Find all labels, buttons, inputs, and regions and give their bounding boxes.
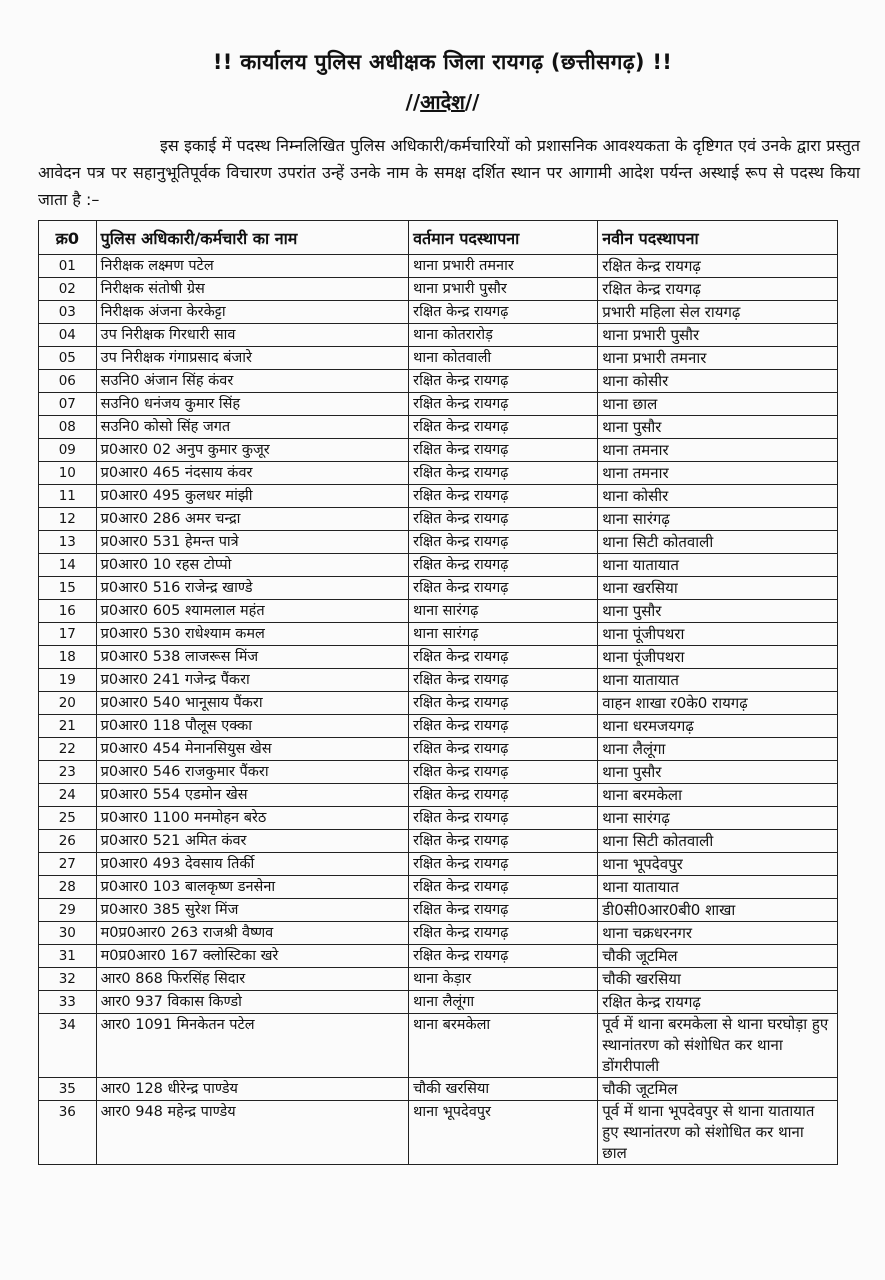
current-posting-cell: रक्षित केन्द्र रायगढ़	[409, 531, 598, 554]
table-row	[39, 922, 838, 945]
table-row	[39, 462, 838, 485]
table-row	[39, 784, 838, 807]
current-posting-cell: रक्षित केन्द्र रायगढ़	[409, 761, 598, 784]
current-posting-cell: थाना प्रभारी पुसौर	[409, 278, 598, 301]
new-posting-cell: थाना पुसौर	[598, 761, 838, 784]
table-row	[39, 876, 838, 899]
col-header-name: पुलिस अधिकारी/कर्मचारी का नाम	[96, 221, 409, 255]
new-posting-cell: थाना पुसौर	[598, 416, 838, 439]
table-header-row	[39, 221, 838, 255]
serial-cell: 11	[39, 485, 97, 508]
current-posting-cell: रक्षित केन्द्र रायगढ़	[409, 646, 598, 669]
order-heading	[0, 88, 885, 115]
new-posting-cell: थाना कोसीर	[598, 370, 838, 393]
order-paragraph	[38, 132, 860, 213]
transfer-table	[38, 220, 838, 1165]
name-cell: आर0 868 फिरसिंह सिदार	[96, 968, 409, 991]
table-row	[39, 416, 838, 439]
current-posting-cell: रक्षित केन्द्र रायगढ़	[409, 508, 598, 531]
table-row	[39, 531, 838, 554]
current-posting-cell: रक्षित केन्द्र रायगढ़	[409, 439, 598, 462]
table-row	[39, 991, 838, 1014]
current-posting-cell: थाना कोतवाली	[409, 347, 598, 370]
current-posting-cell: रक्षित केन्द्र रायगढ़	[409, 738, 598, 761]
new-posting-cell: वाहन शाखा र0के0 रायगढ़	[598, 692, 838, 715]
table-row	[39, 1101, 838, 1165]
serial-cell: 27	[39, 853, 97, 876]
new-posting-cell: चौकी जूटमिल	[598, 1078, 838, 1101]
serial-cell: 02	[39, 278, 97, 301]
current-posting-cell: रक्षित केन्द्र रायगढ़	[409, 554, 598, 577]
name-cell: प्र0आर0 454 मेनानसियुस खेस	[96, 738, 409, 761]
serial-cell: 12	[39, 508, 97, 531]
name-cell: आर0 128 धीरेन्द्र पाण्डेय	[96, 1078, 409, 1101]
serial-cell: 05	[39, 347, 97, 370]
current-posting-cell: रक्षित केन्द्र रायगढ़	[409, 715, 598, 738]
current-posting-cell: रक्षित केन्द्र रायगढ़	[409, 301, 598, 324]
office-title: !! कार्यालय पुलिस अधीक्षक जिला रायगढ़ (छत्तीसगढ़) !!	[212, 50, 673, 74]
current-posting-cell: रक्षित केन्द्र रायगढ़	[409, 370, 598, 393]
table-row	[39, 945, 838, 968]
current-posting-cell: रक्षित केन्द्र रायगढ़	[409, 922, 598, 945]
name-cell: प्र0आर0 493 देवसाय तिर्की	[96, 853, 409, 876]
serial-cell: 24	[39, 784, 97, 807]
new-posting-cell: थाना प्रभारी तमनार	[598, 347, 838, 370]
serial-cell: 20	[39, 692, 97, 715]
new-posting-cell: रक्षित केन्द्र रायगढ़	[598, 991, 838, 1014]
name-cell: प्र0आर0 530 राधेश्याम कमल	[96, 623, 409, 646]
table-row	[39, 485, 838, 508]
name-cell: सउनि0 धनंजय कुमार सिंह	[96, 393, 409, 416]
name-cell: निरीक्षक अंजना केरकेट्टा	[96, 301, 409, 324]
name-cell: प्र0आर0 103 बालकृष्ण डनसेना	[96, 876, 409, 899]
new-posting-cell: थाना सारंगढ़	[598, 807, 838, 830]
name-cell: प्र0आर0 516 राजेन्द्र खाण्डे	[96, 577, 409, 600]
current-posting-cell: थाना कोतरारोड़	[409, 324, 598, 347]
current-posting-cell: रक्षित केन्द्र रायगढ़	[409, 945, 598, 968]
current-posting-cell: रक्षित केन्द्र रायगढ़	[409, 577, 598, 600]
serial-cell: 28	[39, 876, 97, 899]
col-header-current-posting: वर्तमान पदस्थापना	[409, 221, 598, 255]
name-cell: आर0 937 विकास किण्डो	[96, 991, 409, 1014]
current-posting-cell: थाना भूपदेवपुर	[409, 1101, 598, 1165]
name-cell: प्र0आर0 10 रहस टोप्पो	[96, 554, 409, 577]
serial-cell: 06	[39, 370, 97, 393]
new-posting-cell: थाना धरमजयगढ़	[598, 715, 838, 738]
name-cell: प्र0आर0 538 लाजरूस मिंज	[96, 646, 409, 669]
new-posting-cell: रक्षित केन्द्र रायगढ़	[598, 278, 838, 301]
table-row	[39, 715, 838, 738]
serial-cell: 21	[39, 715, 97, 738]
current-posting-cell: रक्षित केन्द्र रायगढ़	[409, 830, 598, 853]
name-cell: उप निरीक्षक गंगाप्रसाद बंजारे	[96, 347, 409, 370]
current-posting-cell: रक्षित केन्द्र रायगढ़	[409, 462, 598, 485]
table-row	[39, 899, 838, 922]
new-posting-cell: रक्षित केन्द्र रायगढ़	[598, 255, 838, 278]
serial-cell: 08	[39, 416, 97, 439]
serial-cell: 30	[39, 922, 97, 945]
name-cell: प्र0आर0 1100 मनमोहन बरेठ	[96, 807, 409, 830]
serial-cell: 14	[39, 554, 97, 577]
table-row	[39, 600, 838, 623]
new-posting-cell: थाना यातायात	[598, 669, 838, 692]
current-posting-cell: थाना बरमकेला	[409, 1014, 598, 1078]
name-cell: सउनि0 कोसो सिंह जगत	[96, 416, 409, 439]
new-posting-cell: थाना कोसीर	[598, 485, 838, 508]
name-cell: निरीक्षक लक्ष्मण पटेल	[96, 255, 409, 278]
current-posting-cell: रक्षित केन्द्र रायगढ़	[409, 669, 598, 692]
serial-cell: 26	[39, 830, 97, 853]
new-posting-cell: थाना सिटी कोतवाली	[598, 531, 838, 554]
table-row	[39, 393, 838, 416]
table-row	[39, 278, 838, 301]
serial-cell: 32	[39, 968, 97, 991]
new-posting-cell: थाना लैलूंगा	[598, 738, 838, 761]
serial-cell: 10	[39, 462, 97, 485]
table-row	[39, 853, 838, 876]
name-cell: प्र0आर0 546 राजकुमार पैंकरा	[96, 761, 409, 784]
name-cell: प्र0आर0 02 अनुप कुमार कुजूर	[96, 439, 409, 462]
name-cell: प्र0आर0 531 हेमन्त पात्रे	[96, 531, 409, 554]
table-row	[39, 508, 838, 531]
name-cell: प्र0आर0 286 अमर चन्द्रा	[96, 508, 409, 531]
order-heading-suffix: //	[464, 90, 480, 114]
current-posting-cell: थाना प्रभारी तमनार	[409, 255, 598, 278]
name-cell: आर0 1091 मिनकेतन पटेल	[96, 1014, 409, 1078]
new-posting-cell: थाना बरमकेला	[598, 784, 838, 807]
name-cell: प्र0आर0 241 गजेन्द्र पैंकरा	[96, 669, 409, 692]
serial-cell: 18	[39, 646, 97, 669]
serial-cell: 13	[39, 531, 97, 554]
serial-cell: 36	[39, 1101, 97, 1165]
table-row	[39, 807, 838, 830]
name-cell: आर0 948 महेन्द्र पाण्डेय	[96, 1101, 409, 1165]
table-row	[39, 324, 838, 347]
serial-cell: 09	[39, 439, 97, 462]
name-cell: प्र0आर0 385 सुरेश मिंज	[96, 899, 409, 922]
current-posting-cell: रक्षित केन्द्र रायगढ़	[409, 393, 598, 416]
table-row	[39, 439, 838, 462]
table-row	[39, 1014, 838, 1078]
current-posting-cell: थाना सारंगढ़	[409, 600, 598, 623]
current-posting-cell: रक्षित केन्द्र रायगढ़	[409, 692, 598, 715]
table-row	[39, 830, 838, 853]
name-cell: प्र0आर0 554 एडमोन खेस	[96, 784, 409, 807]
order-paragraph-text: इस इकाई में पदस्थ निम्नलिखित पुलिस अधिकारी/कर्मचारियों को प्रशासनिक आवश्यकता के दृष्टिगत एवं उनके द्वारा प्रस्तुत आवेदन पत्र पर सहानुभूतिपूर्वक विचारण उपरांत उन्हें उनके नाम के समक्ष दर्शित स्थान पर आगामी आदेश पर्यन्त अस्थाई रूप से पदस्थ किया जाता है :–	[38, 136, 860, 209]
table-row	[39, 646, 838, 669]
table-row	[39, 968, 838, 991]
current-posting-cell: रक्षित केन्द्र रायगढ़	[409, 807, 598, 830]
new-posting-cell: थाना यातायात	[598, 554, 838, 577]
new-posting-cell: चौकी जूटमिल	[598, 945, 838, 968]
col-header-serial: क्र0	[39, 221, 97, 255]
serial-cell: 35	[39, 1078, 97, 1101]
name-cell: प्र0आर0 495 कुलधर मांझी	[96, 485, 409, 508]
current-posting-cell: रक्षित केन्द्र रायगढ़	[409, 853, 598, 876]
new-posting-cell: चौकी खरसिया	[598, 968, 838, 991]
table-row	[39, 347, 838, 370]
table-row	[39, 738, 838, 761]
serial-cell: 22	[39, 738, 97, 761]
serial-cell: 15	[39, 577, 97, 600]
order-heading-word: आदेश	[420, 90, 465, 114]
serial-cell: 16	[39, 600, 97, 623]
new-posting-cell: पूर्व में थाना बरमकेला से थाना घरघोड़ा हुए स्थानांतरण को संशोधित कर थाना डोंगरीपाली	[598, 1014, 838, 1078]
name-cell: प्र0आर0 540 भानूसाय पैंकरा	[96, 692, 409, 715]
serial-cell: 31	[39, 945, 97, 968]
new-posting-cell: थाना यातायात	[598, 876, 838, 899]
current-posting-cell: थाना सारंगढ़	[409, 623, 598, 646]
new-posting-cell: थाना तमनार	[598, 439, 838, 462]
table-row	[39, 554, 838, 577]
current-posting-cell: चौकी खरसिया	[409, 1078, 598, 1101]
current-posting-cell: थाना लैलूंगा	[409, 991, 598, 1014]
col-header-new-posting: नवीन पदस्थापना	[598, 221, 838, 255]
new-posting-cell: थाना चक्रधरनगर	[598, 922, 838, 945]
name-cell: म0प्र0आर0 263 राजश्री वैष्णव	[96, 922, 409, 945]
new-posting-cell: थाना प्रभारी पुसौर	[598, 324, 838, 347]
name-cell: प्र0आर0 521 अमित कंवर	[96, 830, 409, 853]
table-row	[39, 669, 838, 692]
name-cell: प्र0आर0 118 पौलूस एक्का	[96, 715, 409, 738]
current-posting-cell: रक्षित केन्द्र रायगढ़	[409, 784, 598, 807]
serial-cell: 19	[39, 669, 97, 692]
current-posting-cell: रक्षित केन्द्र रायगढ़	[409, 485, 598, 508]
serial-cell: 34	[39, 1014, 97, 1078]
new-posting-cell: थाना पुसौर	[598, 600, 838, 623]
current-posting-cell: थाना केड़ार	[409, 968, 598, 991]
serial-cell: 29	[39, 899, 97, 922]
new-posting-cell: थाना पूंजीपथरा	[598, 623, 838, 646]
serial-cell: 03	[39, 301, 97, 324]
serial-cell: 33	[39, 991, 97, 1014]
serial-cell: 25	[39, 807, 97, 830]
table-row	[39, 301, 838, 324]
serial-cell: 23	[39, 761, 97, 784]
table-row	[39, 370, 838, 393]
new-posting-cell: थाना भूपदेवपुर	[598, 853, 838, 876]
table-row	[39, 255, 838, 278]
new-posting-cell: थाना पूंजीपथरा	[598, 646, 838, 669]
table-row	[39, 692, 838, 715]
new-posting-cell: प्रभारी महिला सेल रायगढ़	[598, 301, 838, 324]
new-posting-cell: थाना सिटी कोतवाली	[598, 830, 838, 853]
order-heading-prefix: //	[405, 90, 421, 114]
table-body	[39, 255, 838, 1165]
name-cell: प्र0आर0 465 नंदसाय कंवर	[96, 462, 409, 485]
name-cell: सउनि0 अंजान सिंह कंवर	[96, 370, 409, 393]
new-posting-cell: थाना सारंगढ़	[598, 508, 838, 531]
name-cell: निरीक्षक संतोषी ग्रेस	[96, 278, 409, 301]
current-posting-cell: रक्षित केन्द्र रायगढ़	[409, 899, 598, 922]
new-posting-cell: थाना तमनार	[598, 462, 838, 485]
name-cell: प्र0आर0 605 श्यामलाल महंत	[96, 600, 409, 623]
table-row	[39, 577, 838, 600]
serial-cell: 07	[39, 393, 97, 416]
new-posting-cell: पूर्व में थाना भूपदेवपुर से थाना यातायात हुए स्थानांतरण को संशोधित कर थाना छाल	[598, 1101, 838, 1165]
table-row	[39, 1078, 838, 1101]
current-posting-cell: रक्षित केन्द्र रायगढ़	[409, 416, 598, 439]
serial-cell: 17	[39, 623, 97, 646]
table-row	[39, 761, 838, 784]
serial-cell: 01	[39, 255, 97, 278]
new-posting-cell: थाना छाल	[598, 393, 838, 416]
name-cell: उप निरीक्षक गिरधारी साव	[96, 324, 409, 347]
serial-cell: 04	[39, 324, 97, 347]
current-posting-cell: रक्षित केन्द्र रायगढ़	[409, 876, 598, 899]
new-posting-cell: थाना खरसिया	[598, 577, 838, 600]
name-cell: म0प्र0आर0 167 क्लोस्टिका खरे	[96, 945, 409, 968]
table-row	[39, 623, 838, 646]
new-posting-cell: डी0सी0आर0बी0 शाखा	[598, 899, 838, 922]
